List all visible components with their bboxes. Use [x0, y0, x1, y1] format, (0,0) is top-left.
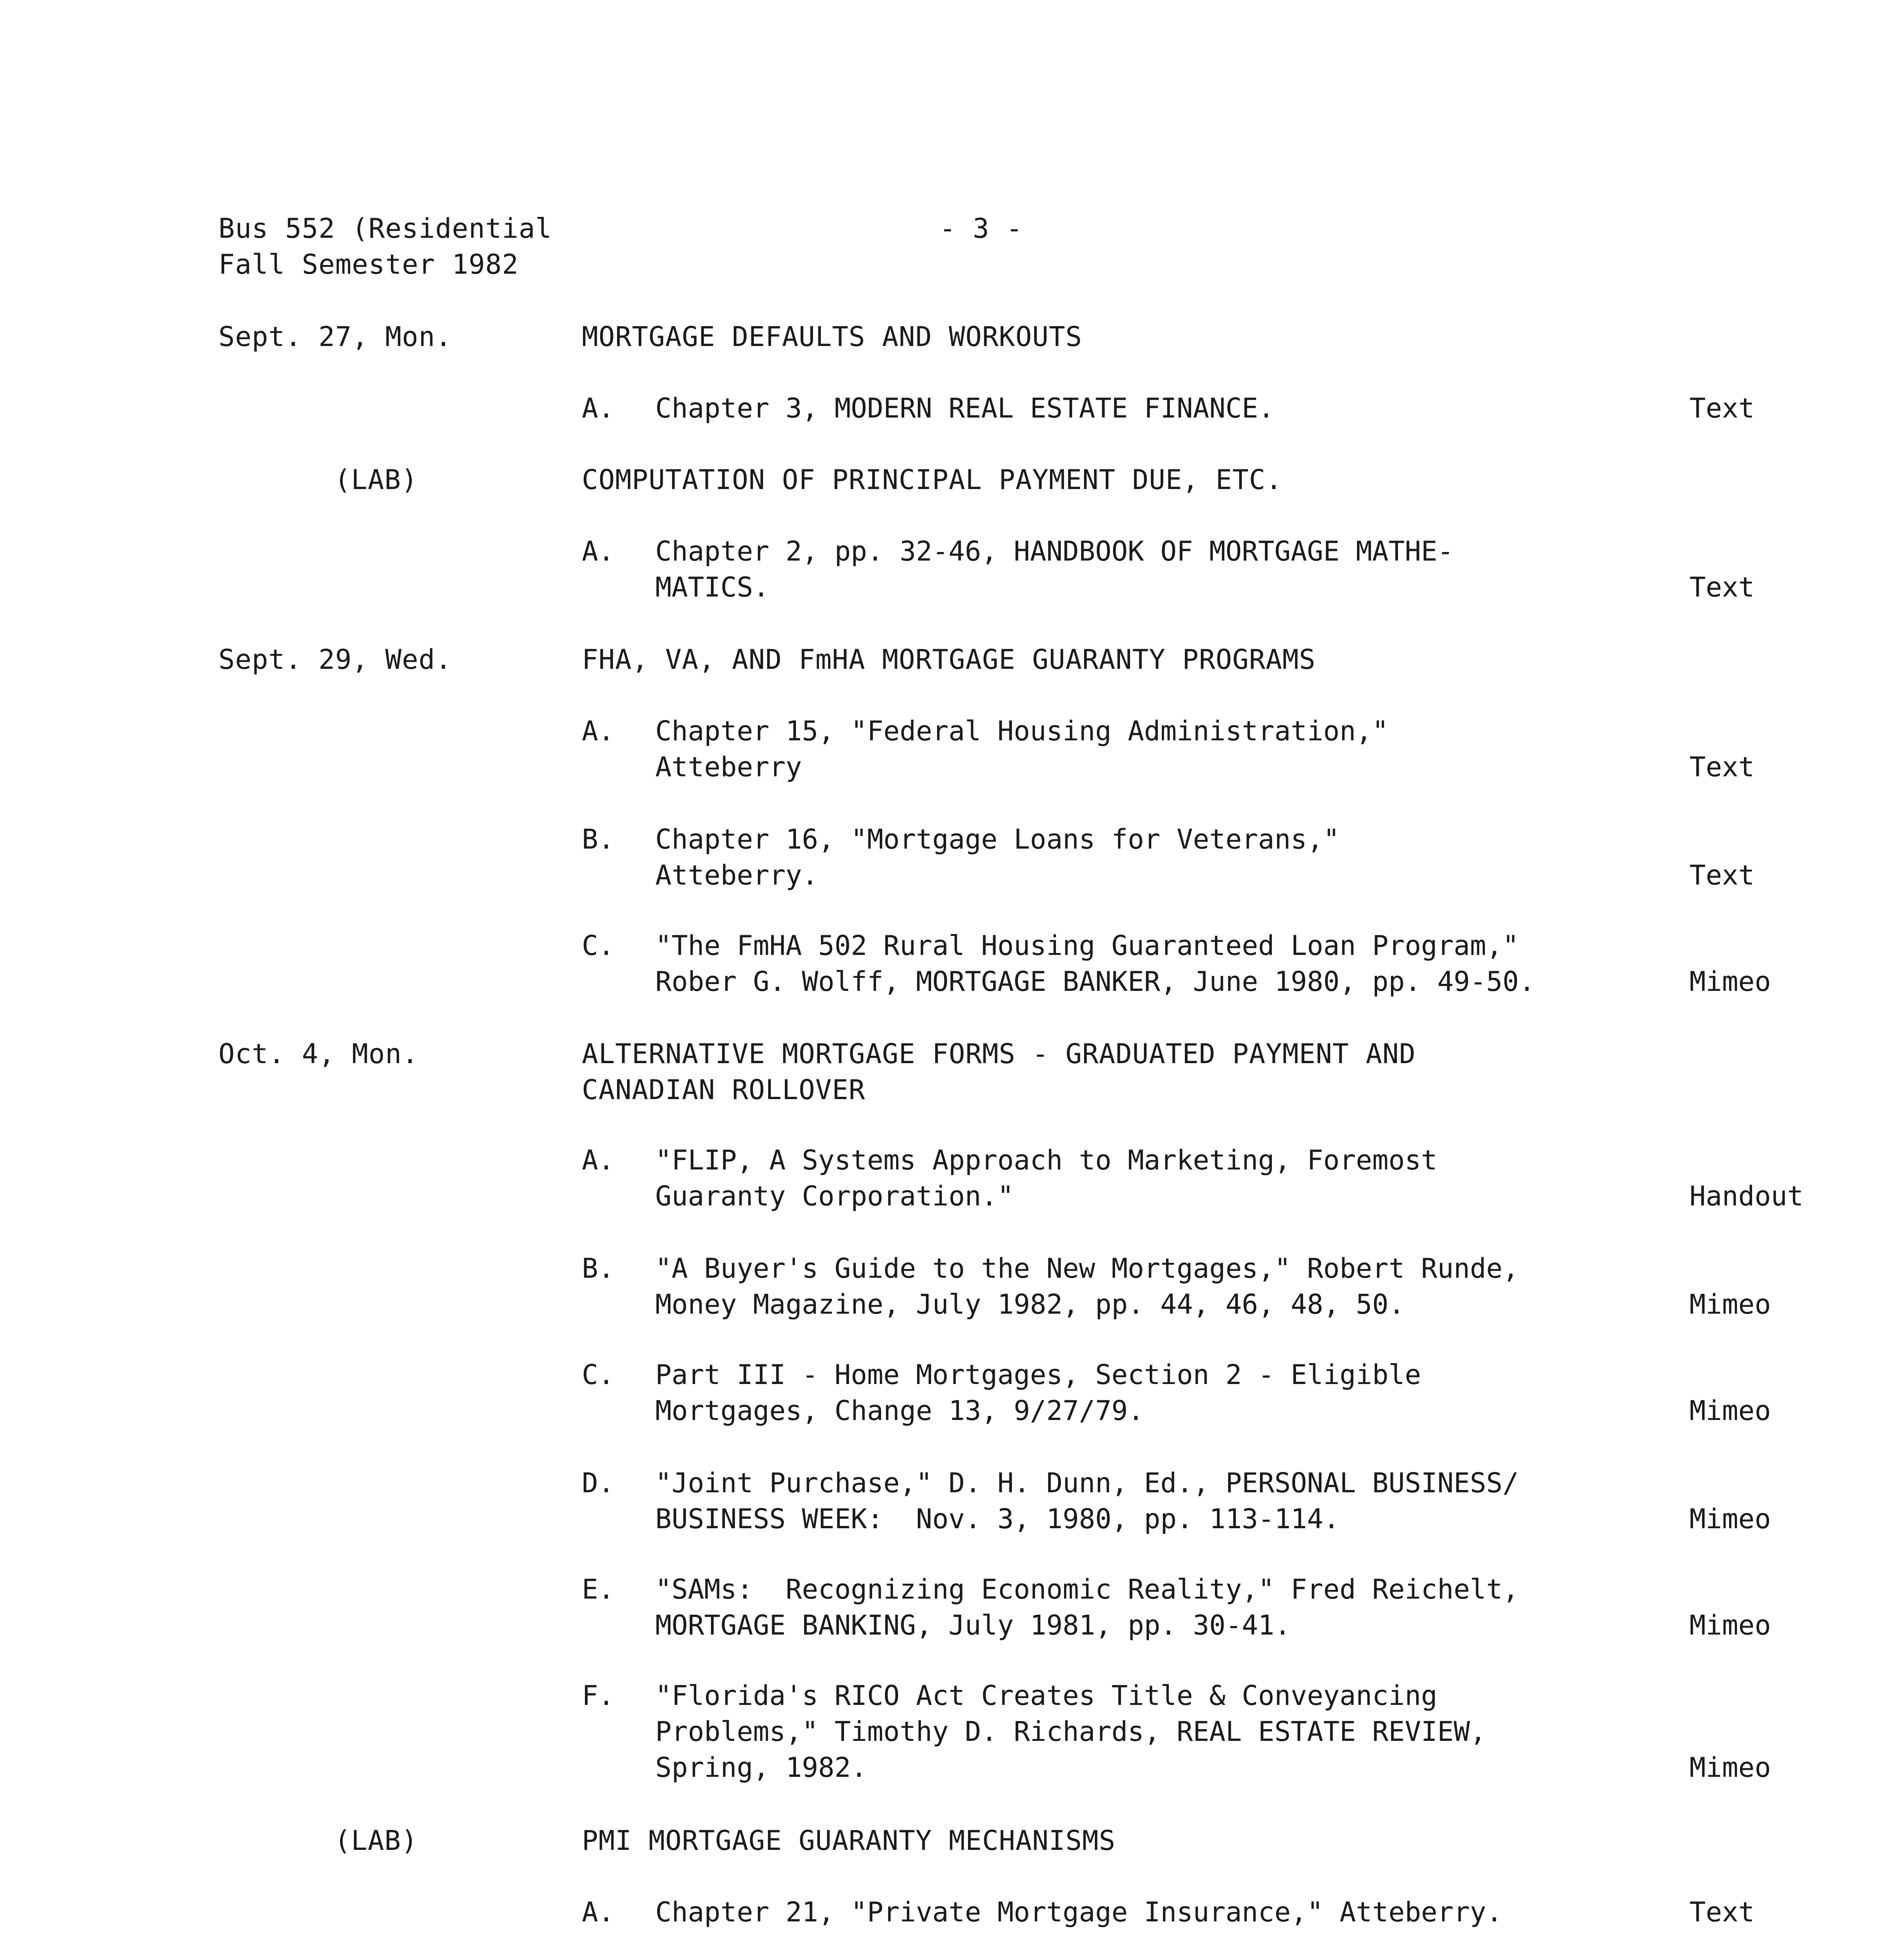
- reading-text-line: Chapter 2, pp. 32-46, HANDBOOK OF MORTGAGE MATHE-: [655, 535, 1454, 567]
- reading-text-line: "The FmHA 502 Rural Housing Guaranteed Loan Program,": [655, 930, 1519, 961]
- reading-text: Chapter 3, MODERN REAL ESTATE FINANCE.: [655, 392, 1275, 424]
- reading-text-line: Problems," Timothy D. Richards, REAL ESTATE REVIEW,: [655, 1716, 1486, 1747]
- reading-text-line: Guaranty Corporation.": [655, 1180, 1014, 1212]
- reading-text-line: "A Buyer's Guide to the New Mortgages," Robert Runde,: [655, 1253, 1519, 1284]
- reading-letter: C.: [582, 1359, 615, 1391]
- reading-text-line: Part III - Home Mortgages, Section 2 - Eligible: [655, 1359, 1421, 1391]
- page-number: - 3 -: [939, 213, 1023, 244]
- session-topic-continued: CANADIAN ROLLOVER: [582, 1074, 866, 1106]
- reading-text-line: "SAMs: Recognizing Economic Reality," Fred Reichelt,: [655, 1573, 1519, 1605]
- reading-type: Text: [1689, 571, 1755, 603]
- reading-letter: A.: [582, 1896, 615, 1928]
- reading-text-line: Chapter 15, "Federal Housing Administration,": [655, 715, 1389, 747]
- reading-letter: A.: [582, 1144, 615, 1176]
- reading-type: Mimeo: [1689, 1289, 1771, 1320]
- reading-type: Handout: [1689, 1180, 1804, 1212]
- session-topic: MORTGAGE DEFAULTS AND WORKOUTS: [582, 321, 1082, 353]
- course-title: Bus 552 (Residential: [218, 213, 552, 244]
- reading-type: Text: [1689, 751, 1755, 783]
- reading-text-line: Money Magazine, July 1982, pp. 44, 46, 48, 50.: [655, 1289, 1405, 1320]
- session-date: Sept. 29, Wed.: [218, 644, 452, 675]
- lab-topic: PMI MORTGAGE GUARANTY MECHANISMS: [582, 1825, 1116, 1856]
- reading-type: Mimeo: [1689, 1503, 1771, 1535]
- reading-type: Text: [1689, 392, 1755, 424]
- reading-text-line: Rober G. Wolff, MORTGAGE BANKER, June 1980, pp. 49-50.: [655, 966, 1535, 997]
- reading-letter: A.: [582, 392, 615, 424]
- reading-text-line: Spring, 1982.: [655, 1752, 867, 1783]
- reading-text: Chapter 21, "Private Mortgage Insurance," Atteberry.: [655, 1896, 1503, 1928]
- reading-text-line: Atteberry: [655, 751, 802, 783]
- reading-letter: C.: [582, 930, 615, 961]
- reading-type: Text: [1689, 859, 1755, 891]
- session-date: Oct. 4, Mon.: [218, 1038, 419, 1070]
- reading-text-line: MATICS.: [655, 571, 770, 603]
- session-date: Sept. 27, Mon.: [218, 321, 452, 353]
- reading-type: Mimeo: [1689, 1609, 1771, 1641]
- reading-letter: A.: [582, 715, 615, 747]
- reading-type: Mimeo: [1689, 966, 1771, 997]
- reading-type: Text: [1689, 1896, 1755, 1928]
- reading-letter: B.: [582, 823, 615, 855]
- reading-type: Mimeo: [1689, 1752, 1771, 1783]
- semester-label: Fall Semester 1982: [218, 249, 519, 280]
- reading-text-line: Mortgages, Change 13, 9/27/79.: [655, 1395, 1144, 1427]
- lab-topic: COMPUTATION OF PRINCIPAL PAYMENT DUE, ETC.: [582, 464, 1283, 496]
- session-topic: ALTERNATIVE MORTGAGE FORMS - GRADUATED PAYMENT AND: [582, 1038, 1416, 1070]
- reading-text-line: "Florida's RICO Act Creates Title & Conveyancing: [655, 1680, 1437, 1711]
- reading-text-line: MORTGAGE BANKING, July 1981, pp. 30-41.: [655, 1609, 1291, 1641]
- reading-text-line: Chapter 16, "Mortgage Loans for Veterans,": [655, 823, 1340, 855]
- reading-letter: A.: [582, 535, 615, 567]
- lab-label: (LAB): [334, 464, 418, 496]
- reading-letter: D.: [582, 1467, 615, 1499]
- reading-letter: B.: [582, 1253, 615, 1284]
- reading-text-line: Atteberry.: [655, 859, 818, 891]
- session-topic: FHA, VA, AND FmHA MORTGAGE GUARANTY PROGRAMS: [582, 644, 1316, 675]
- reading-letter: F.: [582, 1680, 615, 1711]
- reading-text-line: "FLIP, A Systems Approach to Marketing, Foremost: [655, 1144, 1437, 1176]
- reading-text-line: "Joint Purchase," D. H. Dunn, Ed., PERSONAL BUSINESS/: [655, 1467, 1519, 1499]
- reading-type: Mimeo: [1689, 1395, 1771, 1427]
- lab-label: (LAB): [334, 1825, 418, 1856]
- reading-letter: E.: [582, 1573, 615, 1605]
- reading-text-line: BUSINESS WEEK: Nov. 3, 1980, pp. 113-114.: [655, 1503, 1340, 1535]
